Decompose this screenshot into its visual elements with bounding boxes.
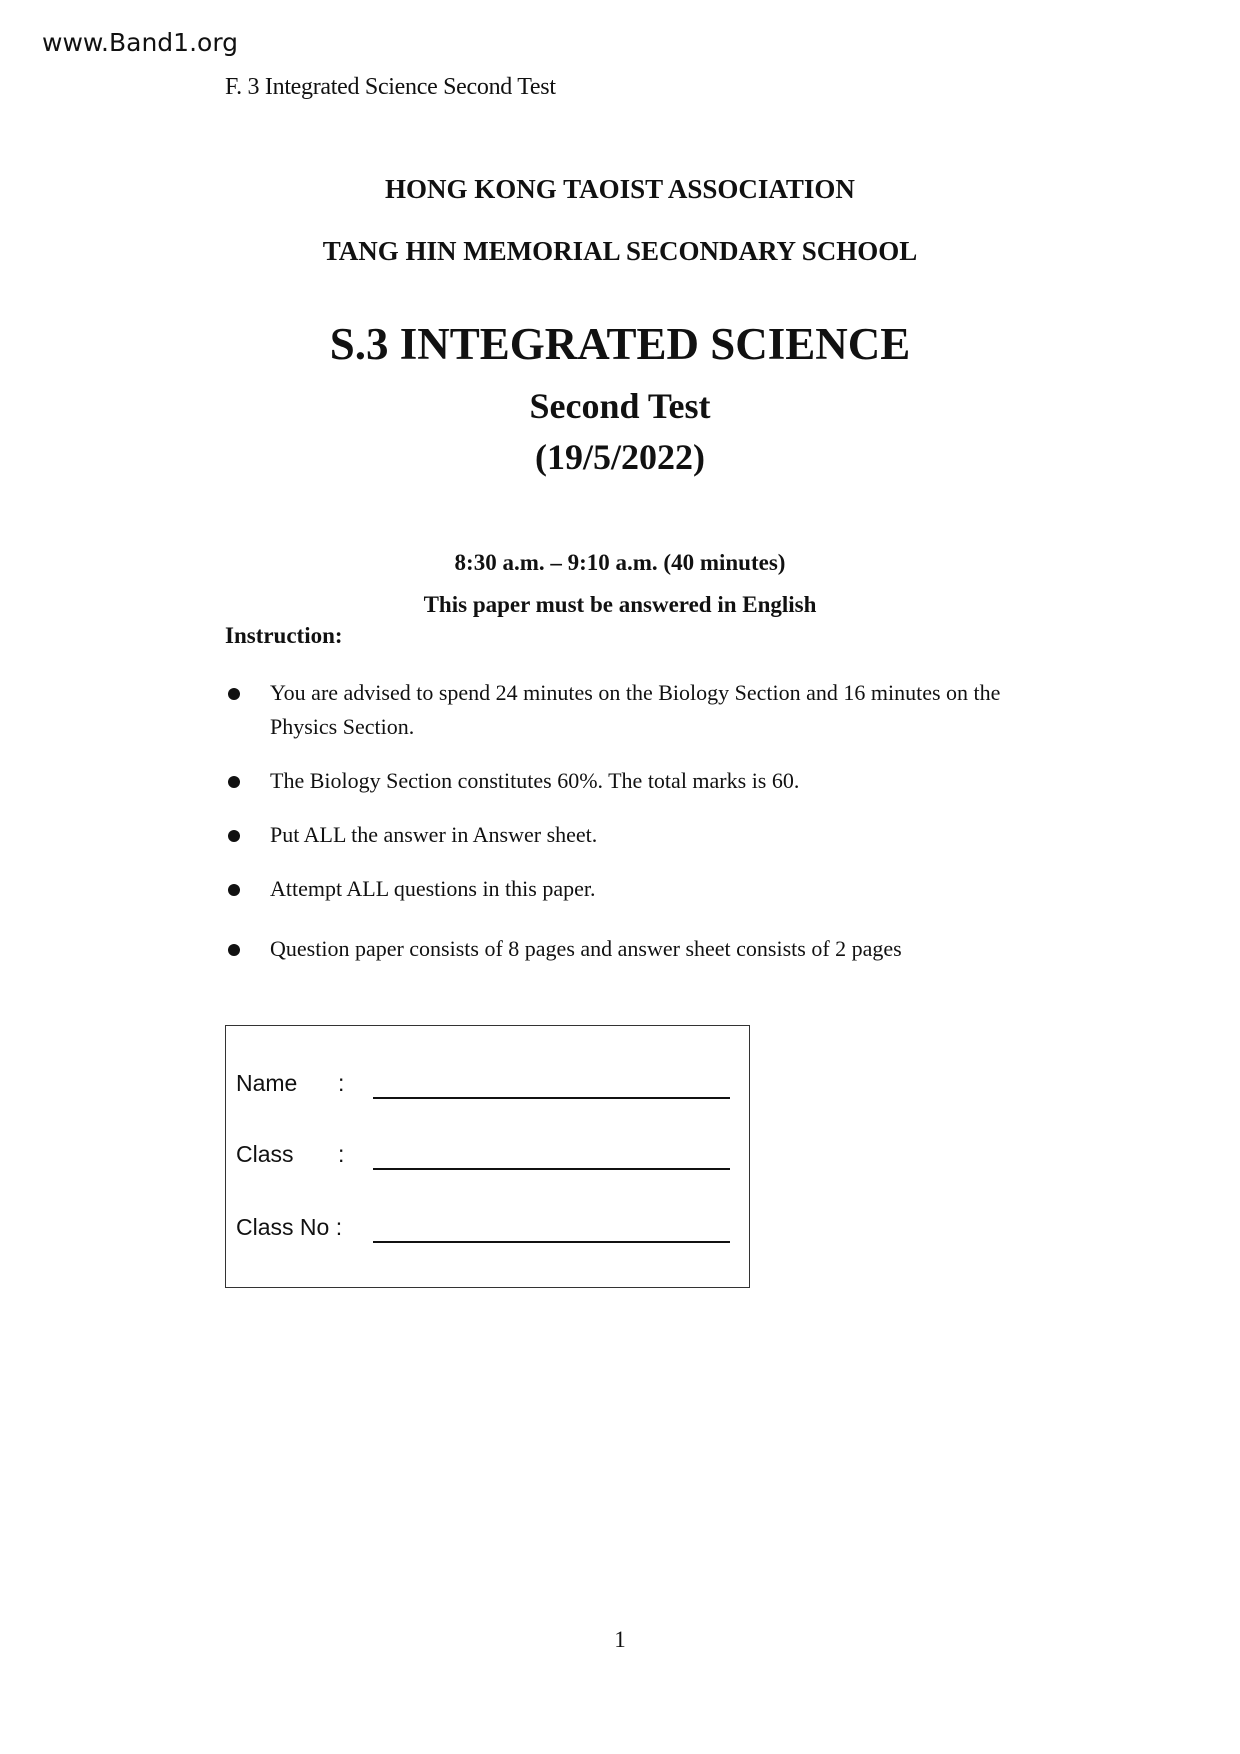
bullet-icon <box>228 884 240 896</box>
language-note: This paper must be answered in English <box>423 592 817 617</box>
bullet-icon <box>228 944 240 956</box>
instruction-text: You are advised to spend 24 minutes on the Biology Section and 16 minutes on the Physics Section. <box>270 680 1001 739</box>
instruction-item <box>225 932 1025 966</box>
instruction-list <box>225 676 1025 966</box>
exam-date: (19/5/2022) <box>535 437 705 477</box>
watermark: www.Band1.org <box>42 28 239 57</box>
school-name: TANG HIN MEMORIAL SECONDARY SCHOOL <box>322 236 918 266</box>
exam-subtitle: Second Test <box>529 386 711 426</box>
name-colon: : <box>338 1070 345 1096</box>
class-no-field[interactable] <box>373 1241 730 1243</box>
class-no-label: Class No : <box>236 1214 343 1240</box>
exam-title: S.3 INTEGRATED SCIENCE <box>329 319 911 369</box>
instruction-text: Question paper consists of 8 pages and answer sheet consists of 2 pages <box>270 936 902 961</box>
student-info-box <box>225 1025 750 1288</box>
class-colon: : <box>338 1141 345 1167</box>
instruction-heading: Instruction: <box>225 623 343 648</box>
class-field[interactable] <box>373 1168 730 1170</box>
bullet-icon <box>228 830 240 842</box>
name-field[interactable] <box>373 1097 730 1099</box>
instruction-text: Put ALL the answer in Answer sheet. <box>270 822 598 847</box>
instruction-item <box>225 676 1025 744</box>
instruction-item <box>225 872 1025 906</box>
instruction-item <box>225 764 1025 798</box>
bullet-icon <box>228 688 240 700</box>
organization-name: HONG KONG TAOIST ASSOCIATION <box>385 174 855 204</box>
instruction-item <box>225 818 1025 852</box>
instruction-text: Attempt ALL questions in this paper. <box>270 876 596 901</box>
exam-time: 8:30 a.m. – 9:10 a.m. (40 minutes) <box>454 550 786 575</box>
class-label: Class <box>236 1141 294 1167</box>
name-label: Name <box>236 1070 298 1096</box>
page-number: 1 <box>614 1627 626 1652</box>
bullet-icon <box>228 776 240 788</box>
running-header: F. 3 Integrated Science Second Test <box>225 74 556 100</box>
instruction-text: The Biology Section constitutes 60%. The total marks is 60. <box>270 768 800 793</box>
